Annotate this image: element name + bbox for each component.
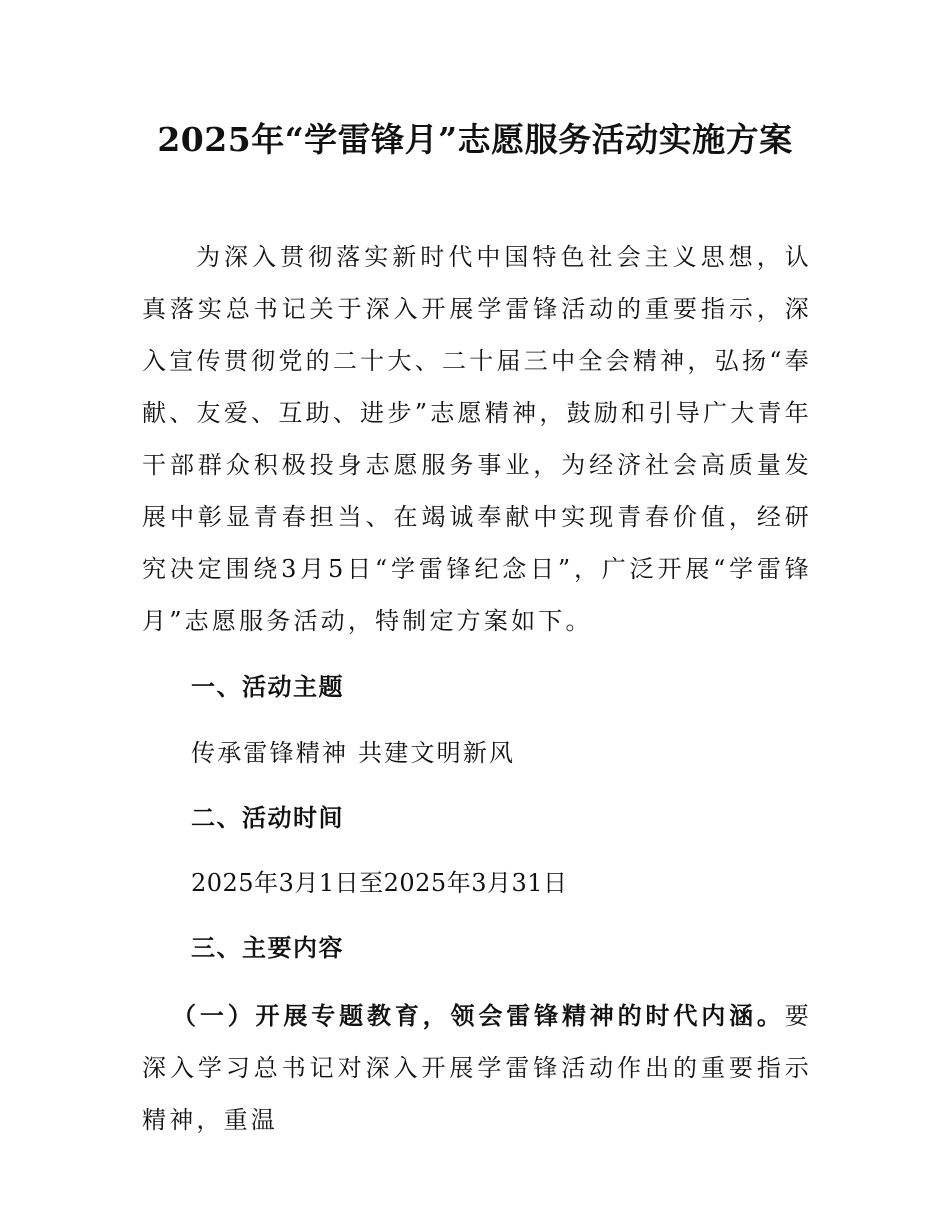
section-heading-theme: 一、活动主题 xyxy=(191,672,344,701)
section-heading-time: 二、活动时间 xyxy=(191,803,344,832)
section-heading-content: 三、主要内容 xyxy=(191,933,344,962)
subsection-text: 要深入学习总书记对深入开展学雷锋活动作出的重要指示精神，重温 xyxy=(142,1002,812,1134)
activity-theme-text: 传承雷锋精神 共建文明新风 xyxy=(191,739,516,767)
content-paragraph-1 xyxy=(142,990,812,1146)
activity-date-range: 2025年3月1日至2025年3月31日 xyxy=(191,869,568,897)
document-title: 2025年“学雷锋月”志愿服务活动实施方案 xyxy=(157,120,793,159)
subsection-lead: （一）开展专题教育，领会雷锋精神的时代内涵。 xyxy=(172,1001,785,1030)
intro-paragraph: 为深入贯彻落实新时代中国特色社会主义思想，认真落实总书记关于深入开展学雷锋活动的重要指示，深入宣传贯彻党的二十大、二十届三中全会精神，弘扬“奉献、友爱、互助、进步”志愿精神，鼓励和引导广大青年干部群众积极投身志愿服务事业，为经济社会高质量发展中彰显青春担当、在竭诚奉献中实现青春价值，经研究决定围绕3月5日“学雷锋纪念日”，广泛开展“学雷锋月”志愿服务活动，特制定方案如下。 xyxy=(142,243,812,635)
